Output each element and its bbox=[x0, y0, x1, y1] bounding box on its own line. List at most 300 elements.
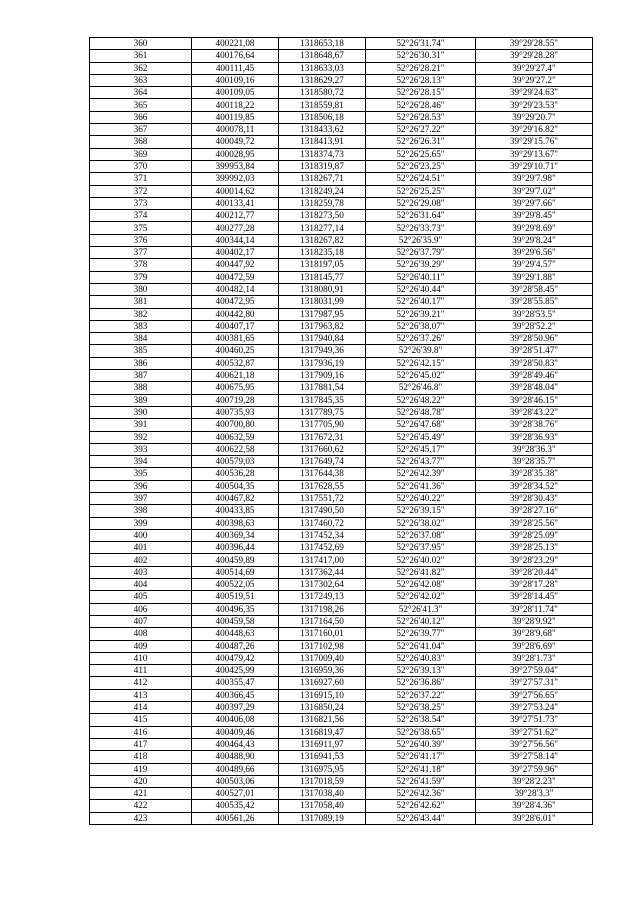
y-coordinate-cell: 1318374,73 bbox=[279, 148, 366, 160]
latitude-cell: 52°26'42.15" bbox=[366, 357, 476, 369]
point-number-cell: 389 bbox=[90, 394, 192, 406]
latitude-cell: 52°26'23.25" bbox=[366, 160, 476, 172]
table-row bbox=[90, 443, 593, 455]
longitude-cell: 39°29'7.98" bbox=[476, 173, 593, 185]
x-coordinate-cell: 400488,90 bbox=[192, 751, 279, 763]
point-number-cell: 414 bbox=[90, 702, 192, 714]
table-row bbox=[90, 345, 593, 357]
table-row bbox=[90, 197, 593, 209]
longitude-cell: 39°28'55.85" bbox=[476, 296, 593, 308]
table-row bbox=[90, 320, 593, 332]
latitude-cell: 52°26'47.68" bbox=[366, 419, 476, 431]
longitude-cell: 39°27'56.56" bbox=[476, 738, 593, 750]
x-coordinate-cell: 399992,03 bbox=[192, 173, 279, 185]
x-coordinate-cell: 400277,28 bbox=[192, 222, 279, 234]
table-row bbox=[90, 505, 593, 517]
latitude-cell: 52°26'35.9" bbox=[366, 234, 476, 246]
y-coordinate-cell: 1317705,90 bbox=[279, 419, 366, 431]
x-coordinate-cell: 399953,84 bbox=[192, 160, 279, 172]
latitude-cell: 52°26'37.95" bbox=[366, 542, 476, 554]
y-coordinate-cell: 1318031,99 bbox=[279, 296, 366, 308]
table-row bbox=[90, 456, 593, 468]
y-coordinate-cell: 1318267,71 bbox=[279, 173, 366, 185]
longitude-cell: 39°29'4.57" bbox=[476, 259, 593, 271]
table-row bbox=[90, 148, 593, 160]
x-coordinate-cell: 400675,95 bbox=[192, 382, 279, 394]
longitude-cell: 39°29'1.88" bbox=[476, 271, 593, 283]
x-coordinate-cell: 400176,64 bbox=[192, 50, 279, 62]
x-coordinate-cell: 400482,14 bbox=[192, 283, 279, 295]
table-row bbox=[90, 87, 593, 99]
x-coordinate-cell: 400535,42 bbox=[192, 800, 279, 812]
x-coordinate-cell: 400409,46 bbox=[192, 726, 279, 738]
y-coordinate-cell: 1316819,47 bbox=[279, 726, 366, 738]
x-coordinate-cell: 400028,95 bbox=[192, 148, 279, 160]
table-row bbox=[90, 480, 593, 492]
y-coordinate-cell: 1317009,40 bbox=[279, 652, 366, 664]
longitude-cell: 39°27'58.14" bbox=[476, 751, 593, 763]
point-number-cell: 390 bbox=[90, 406, 192, 418]
point-number-cell: 362 bbox=[90, 62, 192, 74]
y-coordinate-cell: 1317490,50 bbox=[279, 505, 366, 517]
y-coordinate-cell: 1318506,18 bbox=[279, 111, 366, 123]
y-coordinate-cell: 1317038,40 bbox=[279, 788, 366, 800]
x-coordinate-cell: 400433,85 bbox=[192, 505, 279, 517]
latitude-cell: 52°26'42.62" bbox=[366, 800, 476, 812]
latitude-cell: 52°26'41.04" bbox=[366, 640, 476, 652]
longitude-cell: 39°29'6.56" bbox=[476, 247, 593, 259]
table-row bbox=[90, 431, 593, 443]
longitude-cell: 39°28'52.2" bbox=[476, 320, 593, 332]
y-coordinate-cell: 1317460,72 bbox=[279, 517, 366, 529]
longitude-cell: 39°28'30.43" bbox=[476, 492, 593, 504]
latitude-cell: 52°26'38.54" bbox=[366, 714, 476, 726]
point-number-cell: 393 bbox=[90, 443, 192, 455]
table-row bbox=[90, 74, 593, 86]
table-row bbox=[90, 296, 593, 308]
longitude-cell: 39°28'20.44" bbox=[476, 566, 593, 578]
y-coordinate-cell: 1318653,18 bbox=[279, 38, 366, 50]
x-coordinate-cell: 400425,99 bbox=[192, 665, 279, 677]
x-coordinate-cell: 400381,65 bbox=[192, 333, 279, 345]
x-coordinate-cell: 400366,45 bbox=[192, 689, 279, 701]
point-number-cell: 383 bbox=[90, 320, 192, 332]
latitude-cell: 52°26'43.44" bbox=[366, 812, 476, 824]
latitude-cell: 52°26'42.02" bbox=[366, 591, 476, 603]
point-number-cell: 404 bbox=[90, 579, 192, 591]
y-coordinate-cell: 1317249,13 bbox=[279, 591, 366, 603]
y-coordinate-cell: 1316915,10 bbox=[279, 689, 366, 701]
longitude-cell: 39°28'50.96" bbox=[476, 333, 593, 345]
latitude-cell: 52°26'28.15" bbox=[366, 87, 476, 99]
x-coordinate-cell: 400078,11 bbox=[192, 124, 279, 136]
table-row bbox=[90, 234, 593, 246]
table-row bbox=[90, 124, 593, 136]
x-coordinate-cell: 400532,87 bbox=[192, 357, 279, 369]
table-row bbox=[90, 394, 593, 406]
x-coordinate-cell: 400407,17 bbox=[192, 320, 279, 332]
point-number-cell: 364 bbox=[90, 87, 192, 99]
latitude-cell: 52°26'40.44" bbox=[366, 283, 476, 295]
point-number-cell: 371 bbox=[90, 173, 192, 185]
y-coordinate-cell: 1317302,64 bbox=[279, 579, 366, 591]
table-row bbox=[90, 640, 593, 652]
x-coordinate-cell: 400536,28 bbox=[192, 468, 279, 480]
longitude-cell: 39°29'13.67" bbox=[476, 148, 593, 160]
y-coordinate-cell: 1318319,87 bbox=[279, 160, 366, 172]
x-coordinate-cell: 400632,59 bbox=[192, 431, 279, 443]
longitude-cell: 39°28'6.01" bbox=[476, 812, 593, 824]
y-coordinate-cell: 1317102,98 bbox=[279, 640, 366, 652]
x-coordinate-cell: 400355,47 bbox=[192, 677, 279, 689]
longitude-cell: 39°28'34.52" bbox=[476, 480, 593, 492]
point-number-cell: 422 bbox=[90, 800, 192, 812]
table-row bbox=[90, 222, 593, 234]
y-coordinate-cell: 1317018,59 bbox=[279, 775, 366, 787]
table-row bbox=[90, 247, 593, 259]
point-number-cell: 398 bbox=[90, 505, 192, 517]
longitude-cell: 39°28'51.47" bbox=[476, 345, 593, 357]
latitude-cell: 52°26'41.18" bbox=[366, 763, 476, 775]
table-row bbox=[90, 738, 593, 750]
longitude-cell: 39°28'17.28" bbox=[476, 579, 593, 591]
table-row bbox=[90, 419, 593, 431]
y-coordinate-cell: 1318273,50 bbox=[279, 210, 366, 222]
latitude-cell: 52°26'38.65" bbox=[366, 726, 476, 738]
point-number-cell: 406 bbox=[90, 603, 192, 615]
longitude-cell: 39°29'7.66" bbox=[476, 197, 593, 209]
x-coordinate-cell: 400459,89 bbox=[192, 554, 279, 566]
x-coordinate-cell: 400479,42 bbox=[192, 652, 279, 664]
longitude-cell: 39°28'58.45" bbox=[476, 283, 593, 295]
coordinates-table bbox=[89, 37, 593, 825]
longitude-cell: 39°29'24.63" bbox=[476, 87, 593, 99]
latitude-cell: 52°26'45.49" bbox=[366, 431, 476, 443]
y-coordinate-cell: 1317164,50 bbox=[279, 615, 366, 627]
table-row bbox=[90, 677, 593, 689]
latitude-cell: 52°26'41.3" bbox=[366, 603, 476, 615]
y-coordinate-cell: 1318633,03 bbox=[279, 62, 366, 74]
y-coordinate-cell: 1317909,16 bbox=[279, 370, 366, 382]
point-number-cell: 387 bbox=[90, 370, 192, 382]
coordinates-table-body bbox=[90, 38, 593, 825]
latitude-cell: 52°26'39.8" bbox=[366, 345, 476, 357]
latitude-cell: 52°26'37.79" bbox=[366, 247, 476, 259]
latitude-cell: 52°26'41.36" bbox=[366, 480, 476, 492]
table-row bbox=[90, 136, 593, 148]
longitude-cell: 39°28'53.5" bbox=[476, 308, 593, 320]
point-number-cell: 402 bbox=[90, 554, 192, 566]
y-coordinate-cell: 1317160,01 bbox=[279, 628, 366, 640]
latitude-cell: 52°26'40.02" bbox=[366, 554, 476, 566]
table-row bbox=[90, 529, 593, 541]
table-row bbox=[90, 111, 593, 123]
y-coordinate-cell: 1316941,53 bbox=[279, 751, 366, 763]
table-row bbox=[90, 160, 593, 172]
point-number-cell: 360 bbox=[90, 38, 192, 50]
x-coordinate-cell: 400459,58 bbox=[192, 615, 279, 627]
table-row bbox=[90, 628, 593, 640]
point-number-cell: 391 bbox=[90, 419, 192, 431]
x-coordinate-cell: 400503,06 bbox=[192, 775, 279, 787]
y-coordinate-cell: 1316975,95 bbox=[279, 763, 366, 775]
y-coordinate-cell: 1318413,91 bbox=[279, 136, 366, 148]
table-row bbox=[90, 726, 593, 738]
point-number-cell: 403 bbox=[90, 566, 192, 578]
latitude-cell: 52°26'40.39" bbox=[366, 738, 476, 750]
longitude-cell: 39°28'11.74" bbox=[476, 603, 593, 615]
point-number-cell: 405 bbox=[90, 591, 192, 603]
x-coordinate-cell: 400369,34 bbox=[192, 529, 279, 541]
point-number-cell: 420 bbox=[90, 775, 192, 787]
point-number-cell: 401 bbox=[90, 542, 192, 554]
y-coordinate-cell: 1317452,34 bbox=[279, 529, 366, 541]
y-coordinate-cell: 1318277,14 bbox=[279, 222, 366, 234]
x-coordinate-cell: 400448,63 bbox=[192, 628, 279, 640]
table-row bbox=[90, 615, 593, 627]
table-row bbox=[90, 702, 593, 714]
x-coordinate-cell: 400396,44 bbox=[192, 542, 279, 554]
point-number-cell: 408 bbox=[90, 628, 192, 640]
y-coordinate-cell: 1317987,95 bbox=[279, 308, 366, 320]
x-coordinate-cell: 400014,62 bbox=[192, 185, 279, 197]
latitude-cell: 52°26'37.26" bbox=[366, 333, 476, 345]
point-number-cell: 379 bbox=[90, 271, 192, 283]
y-coordinate-cell: 1317452,69 bbox=[279, 542, 366, 554]
longitude-cell: 39°27'59.96" bbox=[476, 763, 593, 775]
x-coordinate-cell: 400109,16 bbox=[192, 74, 279, 86]
point-number-cell: 421 bbox=[90, 788, 192, 800]
longitude-cell: 39°29'16.82" bbox=[476, 124, 593, 136]
y-coordinate-cell: 1317672,31 bbox=[279, 431, 366, 443]
longitude-cell: 39°29'28.28" bbox=[476, 50, 593, 62]
y-coordinate-cell: 1318235,18 bbox=[279, 247, 366, 259]
latitude-cell: 52°26'28.53" bbox=[366, 111, 476, 123]
longitude-cell: 39°28'2.23" bbox=[476, 775, 593, 787]
longitude-cell: 39°27'51.73" bbox=[476, 714, 593, 726]
point-number-cell: 394 bbox=[90, 456, 192, 468]
x-coordinate-cell: 400049,72 bbox=[192, 136, 279, 148]
latitude-cell: 52°26'31.74" bbox=[366, 38, 476, 50]
table-row bbox=[90, 788, 593, 800]
point-number-cell: 416 bbox=[90, 726, 192, 738]
longitude-cell: 39°28'25.56" bbox=[476, 517, 593, 529]
longitude-cell: 39°27'57.31" bbox=[476, 677, 593, 689]
point-number-cell: 367 bbox=[90, 124, 192, 136]
latitude-cell: 52°26'48.78" bbox=[366, 406, 476, 418]
latitude-cell: 52°26'38.07" bbox=[366, 320, 476, 332]
table-row bbox=[90, 665, 593, 677]
latitude-cell: 52°26'42.39" bbox=[366, 468, 476, 480]
point-number-cell: 363 bbox=[90, 74, 192, 86]
table-row bbox=[90, 714, 593, 726]
longitude-cell: 39°27'59.04" bbox=[476, 665, 593, 677]
y-coordinate-cell: 1317845,35 bbox=[279, 394, 366, 406]
longitude-cell: 39°29'10.71" bbox=[476, 160, 593, 172]
longitude-cell: 39°28'1.73" bbox=[476, 652, 593, 664]
longitude-cell: 39°28'36.3" bbox=[476, 443, 593, 455]
point-number-cell: 372 bbox=[90, 185, 192, 197]
y-coordinate-cell: 1318629,27 bbox=[279, 74, 366, 86]
latitude-cell: 52°26'42.36" bbox=[366, 788, 476, 800]
y-coordinate-cell: 1317936,19 bbox=[279, 357, 366, 369]
longitude-cell: 39°28'25.09" bbox=[476, 529, 593, 541]
table-row bbox=[90, 99, 593, 111]
point-number-cell: 369 bbox=[90, 148, 192, 160]
point-number-cell: 415 bbox=[90, 714, 192, 726]
x-coordinate-cell: 400406,08 bbox=[192, 714, 279, 726]
table-row bbox=[90, 210, 593, 222]
table-row bbox=[90, 38, 593, 50]
x-coordinate-cell: 400561,26 bbox=[192, 812, 279, 824]
y-coordinate-cell: 1317789,75 bbox=[279, 406, 366, 418]
latitude-cell: 52°26'39.21" bbox=[366, 308, 476, 320]
point-number-cell: 388 bbox=[90, 382, 192, 394]
longitude-cell: 39°28'25.13" bbox=[476, 542, 593, 554]
point-number-cell: 417 bbox=[90, 738, 192, 750]
longitude-cell: 39°29'7.02" bbox=[476, 185, 593, 197]
table-row bbox=[90, 333, 593, 345]
x-coordinate-cell: 400464,43 bbox=[192, 738, 279, 750]
latitude-cell: 52°26'28.46" bbox=[366, 99, 476, 111]
y-coordinate-cell: 1316821,56 bbox=[279, 714, 366, 726]
point-number-cell: 412 bbox=[90, 677, 192, 689]
point-number-cell: 397 bbox=[90, 492, 192, 504]
longitude-cell: 39°28'48.04" bbox=[476, 382, 593, 394]
longitude-cell: 39°29'23.53" bbox=[476, 99, 593, 111]
y-coordinate-cell: 1317198,26 bbox=[279, 603, 366, 615]
x-coordinate-cell: 400111,45 bbox=[192, 62, 279, 74]
y-coordinate-cell: 1317551,72 bbox=[279, 492, 366, 504]
point-number-cell: 400 bbox=[90, 529, 192, 541]
point-number-cell: 373 bbox=[90, 197, 192, 209]
latitude-cell: 52°26'39.15" bbox=[366, 505, 476, 517]
table-row bbox=[90, 591, 593, 603]
x-coordinate-cell: 400119,85 bbox=[192, 111, 279, 123]
y-coordinate-cell: 1318580,72 bbox=[279, 87, 366, 99]
latitude-cell: 52°26'33.73" bbox=[366, 222, 476, 234]
longitude-cell: 39°29'8.45" bbox=[476, 210, 593, 222]
y-coordinate-cell: 1318267,82 bbox=[279, 234, 366, 246]
y-coordinate-cell: 1317940,84 bbox=[279, 333, 366, 345]
x-coordinate-cell: 400735,93 bbox=[192, 406, 279, 418]
x-coordinate-cell: 400579,03 bbox=[192, 456, 279, 468]
table-row bbox=[90, 579, 593, 591]
x-coordinate-cell: 400519,51 bbox=[192, 591, 279, 603]
point-number-cell: 384 bbox=[90, 333, 192, 345]
x-coordinate-cell: 400487,26 bbox=[192, 640, 279, 652]
latitude-cell: 52°26'46.8" bbox=[366, 382, 476, 394]
longitude-cell: 39°29'8.24" bbox=[476, 234, 593, 246]
y-coordinate-cell: 1318249,24 bbox=[279, 185, 366, 197]
latitude-cell: 52°26'40.22" bbox=[366, 492, 476, 504]
longitude-cell: 39°28'43.22" bbox=[476, 406, 593, 418]
x-coordinate-cell: 400621,18 bbox=[192, 370, 279, 382]
x-coordinate-cell: 400522,05 bbox=[192, 579, 279, 591]
latitude-cell: 52°26'40.12" bbox=[366, 615, 476, 627]
point-number-cell: 377 bbox=[90, 247, 192, 259]
y-coordinate-cell: 1316927,60 bbox=[279, 677, 366, 689]
x-coordinate-cell: 400447,92 bbox=[192, 259, 279, 271]
latitude-cell: 52°26'45.17" bbox=[366, 443, 476, 455]
x-coordinate-cell: 400398,63 bbox=[192, 517, 279, 529]
y-coordinate-cell: 1317649,74 bbox=[279, 456, 366, 468]
y-coordinate-cell: 1317058,40 bbox=[279, 800, 366, 812]
longitude-cell: 39°28'50.83" bbox=[476, 357, 593, 369]
x-coordinate-cell: 400489,66 bbox=[192, 763, 279, 775]
x-coordinate-cell: 400109,05 bbox=[192, 87, 279, 99]
table-row bbox=[90, 800, 593, 812]
longitude-cell: 39°28'35.7" bbox=[476, 456, 593, 468]
point-number-cell: 365 bbox=[90, 99, 192, 111]
y-coordinate-cell: 1316850,24 bbox=[279, 702, 366, 714]
x-coordinate-cell: 400402,17 bbox=[192, 247, 279, 259]
x-coordinate-cell: 400460,25 bbox=[192, 345, 279, 357]
y-coordinate-cell: 1317089,19 bbox=[279, 812, 366, 824]
latitude-cell: 52°26'40.11" bbox=[366, 271, 476, 283]
x-coordinate-cell: 400212,77 bbox=[192, 210, 279, 222]
point-number-cell: 381 bbox=[90, 296, 192, 308]
x-coordinate-cell: 400496,35 bbox=[192, 603, 279, 615]
y-coordinate-cell: 1318145,77 bbox=[279, 271, 366, 283]
point-number-cell: 396 bbox=[90, 480, 192, 492]
longitude-cell: 39°28'9.68" bbox=[476, 628, 593, 640]
point-number-cell: 366 bbox=[90, 111, 192, 123]
table-row bbox=[90, 689, 593, 701]
x-coordinate-cell: 400133,41 bbox=[192, 197, 279, 209]
point-number-cell: 378 bbox=[90, 259, 192, 271]
table-row bbox=[90, 271, 593, 283]
y-coordinate-cell: 1318648,67 bbox=[279, 50, 366, 62]
latitude-cell: 52°26'31.64" bbox=[366, 210, 476, 222]
y-coordinate-cell: 1318433,62 bbox=[279, 124, 366, 136]
y-coordinate-cell: 1318080,91 bbox=[279, 283, 366, 295]
longitude-cell: 39°28'9.92" bbox=[476, 615, 593, 627]
point-number-cell: 407 bbox=[90, 615, 192, 627]
longitude-cell: 39°28'4.36" bbox=[476, 800, 593, 812]
x-coordinate-cell: 400472,59 bbox=[192, 271, 279, 283]
y-coordinate-cell: 1317881,54 bbox=[279, 382, 366, 394]
longitude-cell: 39°28'3.3" bbox=[476, 788, 593, 800]
x-coordinate-cell: 400397,29 bbox=[192, 702, 279, 714]
point-number-cell: 386 bbox=[90, 357, 192, 369]
latitude-cell: 52°26'39.13" bbox=[366, 665, 476, 677]
point-number-cell: 395 bbox=[90, 468, 192, 480]
table-row bbox=[90, 406, 593, 418]
latitude-cell: 52°26'43.77" bbox=[366, 456, 476, 468]
x-coordinate-cell: 400118,22 bbox=[192, 99, 279, 111]
table-row bbox=[90, 357, 593, 369]
table-row bbox=[90, 751, 593, 763]
table-row bbox=[90, 259, 593, 271]
latitude-cell: 52°26'30.31" bbox=[366, 50, 476, 62]
longitude-cell: 39°28'46.15" bbox=[476, 394, 593, 406]
y-coordinate-cell: 1318197,05 bbox=[279, 259, 366, 271]
x-coordinate-cell: 400622,58 bbox=[192, 443, 279, 455]
longitude-cell: 39°28'38.76" bbox=[476, 419, 593, 431]
latitude-cell: 52°26'39.29" bbox=[366, 259, 476, 271]
point-number-cell: 375 bbox=[90, 222, 192, 234]
latitude-cell: 52°26'39.77" bbox=[366, 628, 476, 640]
latitude-cell: 52°26'42.08" bbox=[366, 579, 476, 591]
longitude-cell: 39°28'14.45" bbox=[476, 591, 593, 603]
y-coordinate-cell: 1317963,82 bbox=[279, 320, 366, 332]
table-row bbox=[90, 542, 593, 554]
y-coordinate-cell: 1316911,97 bbox=[279, 738, 366, 750]
point-number-cell: 370 bbox=[90, 160, 192, 172]
latitude-cell: 52°26'36.86" bbox=[366, 677, 476, 689]
table-row bbox=[90, 382, 593, 394]
